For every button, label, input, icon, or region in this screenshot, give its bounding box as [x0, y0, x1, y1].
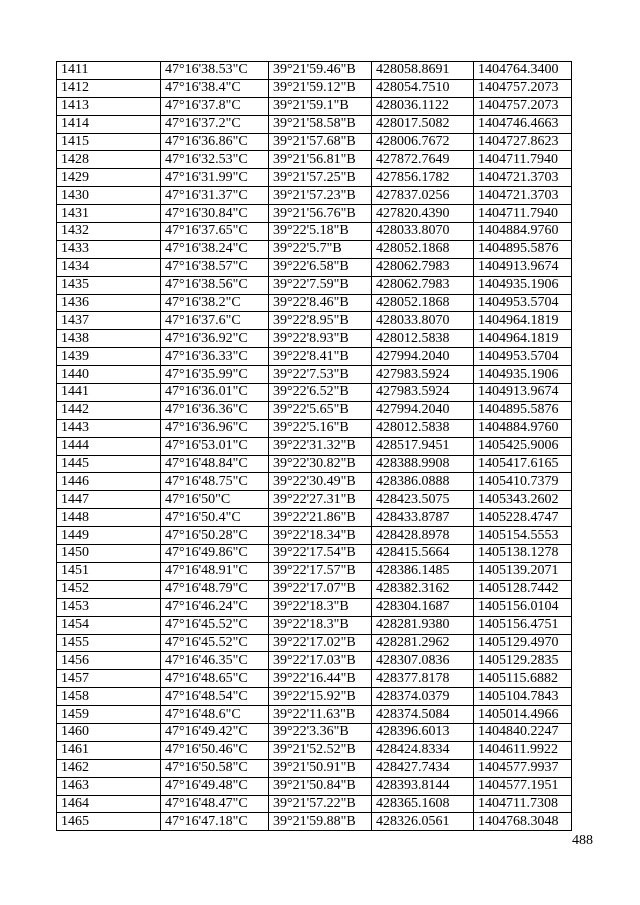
table-row — [57, 813, 572, 831]
longitude-cell: 39°22'6.58"В — [269, 258, 372, 276]
latitude-cell: 47°16'48.47"С — [161, 795, 269, 813]
point-number-cell: 1433 — [57, 240, 161, 258]
table-row — [57, 348, 572, 366]
point-number-cell: 1448 — [57, 509, 161, 527]
point-number-cell: 1464 — [57, 795, 161, 813]
y-coordinate-cell: 1404711.7308 — [474, 795, 572, 813]
point-number-cell: 1437 — [57, 312, 161, 330]
point-number-cell: 1435 — [57, 276, 161, 294]
longitude-cell: 39°21'59.12"В — [269, 79, 372, 97]
y-coordinate-cell: 1404840.2247 — [474, 723, 572, 741]
longitude-cell: 39°22'8.93"В — [269, 330, 372, 348]
x-coordinate-cell: 428281.2962 — [372, 634, 474, 652]
table-row — [57, 62, 572, 80]
y-coordinate-cell: 1405129.2835 — [474, 652, 572, 670]
latitude-cell: 47°16'38.4"С — [161, 79, 269, 97]
table-row — [57, 759, 572, 777]
x-coordinate-cell: 428036.1122 — [372, 97, 474, 115]
longitude-cell: 39°21'52.52"В — [269, 741, 372, 759]
latitude-cell: 47°16'30.84"С — [161, 205, 269, 223]
point-number-cell: 1436 — [57, 294, 161, 312]
point-number-cell: 1454 — [57, 616, 161, 634]
longitude-cell: 39°21'57.22"В — [269, 795, 372, 813]
x-coordinate-cell: 428382.3162 — [372, 580, 474, 598]
longitude-cell: 39°22'15.92"В — [269, 688, 372, 706]
latitude-cell: 47°16'38.24"С — [161, 240, 269, 258]
y-coordinate-cell: 1404953.5704 — [474, 294, 572, 312]
table-row — [57, 598, 572, 616]
x-coordinate-cell: 428307.0836 — [372, 652, 474, 670]
y-coordinate-cell: 1405129.4970 — [474, 634, 572, 652]
table-row — [57, 437, 572, 455]
longitude-cell: 39°21'59.1"В — [269, 97, 372, 115]
point-number-cell: 1456 — [57, 652, 161, 670]
x-coordinate-cell: 428377.8178 — [372, 670, 474, 688]
longitude-cell: 39°21'59.46"В — [269, 62, 372, 80]
table-row — [57, 473, 572, 491]
latitude-cell: 47°16'46.24"С — [161, 598, 269, 616]
point-number-cell: 1432 — [57, 223, 161, 241]
point-number-cell: 1460 — [57, 723, 161, 741]
latitude-cell: 47°16'32.53"С — [161, 151, 269, 169]
x-coordinate-cell: 428012.5838 — [372, 330, 474, 348]
table-row — [57, 240, 572, 258]
point-number-cell: 1440 — [57, 366, 161, 384]
y-coordinate-cell: 1404721.3703 — [474, 169, 572, 187]
latitude-cell: 47°16'50.4"С — [161, 509, 269, 527]
x-coordinate-cell: 428424.8334 — [372, 741, 474, 759]
x-coordinate-cell: 427994.2040 — [372, 348, 474, 366]
point-number-cell: 1455 — [57, 634, 161, 652]
y-coordinate-cell: 1405156.0104 — [474, 598, 572, 616]
longitude-cell: 39°22'18.34"В — [269, 527, 372, 545]
y-coordinate-cell: 1405014.4966 — [474, 706, 572, 724]
page-number: 488 — [572, 833, 593, 848]
x-coordinate-cell: 428396.6013 — [372, 723, 474, 741]
y-coordinate-cell: 1404711.7940 — [474, 205, 572, 223]
longitude-cell: 39°22'6.52"В — [269, 384, 372, 402]
longitude-cell: 39°21'57.68"В — [269, 133, 372, 151]
longitude-cell: 39°22'17.02"В — [269, 634, 372, 652]
y-coordinate-cell: 1404727.8623 — [474, 133, 572, 151]
longitude-cell: 39°22'17.03"В — [269, 652, 372, 670]
point-number-cell: 1439 — [57, 348, 161, 366]
latitude-cell: 47°16'53.01"С — [161, 437, 269, 455]
longitude-cell: 39°22'8.41"В — [269, 348, 372, 366]
latitude-cell: 47°16'38.56"С — [161, 276, 269, 294]
table-row — [57, 205, 572, 223]
y-coordinate-cell: 1405156.4751 — [474, 616, 572, 634]
x-coordinate-cell: 427983.5924 — [372, 366, 474, 384]
table-row — [57, 634, 572, 652]
latitude-cell: 47°16'38.2"С — [161, 294, 269, 312]
latitude-cell: 47°16'36.33"С — [161, 348, 269, 366]
table-row — [57, 545, 572, 563]
y-coordinate-cell: 1405115.6882 — [474, 670, 572, 688]
table-row — [57, 741, 572, 759]
y-coordinate-cell: 1404964.1819 — [474, 330, 572, 348]
longitude-cell: 39°22'8.95"В — [269, 312, 372, 330]
longitude-cell: 39°22'8.46"В — [269, 294, 372, 312]
point-number-cell: 1442 — [57, 401, 161, 419]
x-coordinate-cell: 427820.4390 — [372, 205, 474, 223]
y-coordinate-cell: 1404964.1819 — [474, 312, 572, 330]
latitude-cell: 47°16'36.92"С — [161, 330, 269, 348]
table-row — [57, 616, 572, 634]
y-coordinate-cell: 1404768.3048 — [474, 813, 572, 831]
y-coordinate-cell: 1404764.3400 — [474, 62, 572, 80]
point-number-cell: 1447 — [57, 491, 161, 509]
x-coordinate-cell: 428326.0561 — [372, 813, 474, 831]
table-row — [57, 455, 572, 473]
table-row — [57, 169, 572, 187]
point-number-cell: 1461 — [57, 741, 161, 759]
table-row — [57, 688, 572, 706]
latitude-cell: 47°16'50"С — [161, 491, 269, 509]
latitude-cell: 47°16'48.75"С — [161, 473, 269, 491]
point-number-cell: 1458 — [57, 688, 161, 706]
latitude-cell: 47°16'38.57"С — [161, 258, 269, 276]
x-coordinate-cell: 428062.7983 — [372, 258, 474, 276]
latitude-cell: 47°16'36.86"С — [161, 133, 269, 151]
point-number-cell: 1430 — [57, 187, 161, 205]
latitude-cell: 47°16'31.37"С — [161, 187, 269, 205]
x-coordinate-cell: 428281.9380 — [372, 616, 474, 634]
latitude-cell: 47°16'48.84"С — [161, 455, 269, 473]
point-number-cell: 1445 — [57, 455, 161, 473]
x-coordinate-cell: 428517.9451 — [372, 437, 474, 455]
y-coordinate-cell: 1404913.9674 — [474, 384, 572, 402]
point-number-cell: 1453 — [57, 598, 161, 616]
latitude-cell: 47°16'36.01"С — [161, 384, 269, 402]
x-coordinate-cell: 428058.8691 — [372, 62, 474, 80]
table-row — [57, 384, 572, 402]
x-coordinate-cell: 428052.1868 — [372, 294, 474, 312]
x-coordinate-cell: 428054.7510 — [372, 79, 474, 97]
table-row — [57, 330, 572, 348]
table-row — [57, 777, 572, 795]
y-coordinate-cell: 1404611.9922 — [474, 741, 572, 759]
y-coordinate-cell: 1404577.9937 — [474, 759, 572, 777]
x-coordinate-cell: 428428.8978 — [372, 527, 474, 545]
y-coordinate-cell: 1404711.7940 — [474, 151, 572, 169]
y-coordinate-cell: 1405228.4747 — [474, 509, 572, 527]
coordinates-table-body — [57, 62, 572, 831]
latitude-cell: 47°16'48.54"С — [161, 688, 269, 706]
point-number-cell: 1449 — [57, 527, 161, 545]
table-row — [57, 723, 572, 741]
y-coordinate-cell: 1404935.1906 — [474, 276, 572, 294]
y-coordinate-cell: 1404913.9674 — [474, 258, 572, 276]
point-number-cell: 1451 — [57, 562, 161, 580]
x-coordinate-cell: 427983.5924 — [372, 384, 474, 402]
x-coordinate-cell: 428017.5082 — [372, 115, 474, 133]
table-row — [57, 527, 572, 545]
table-row — [57, 258, 572, 276]
x-coordinate-cell: 428423.5075 — [372, 491, 474, 509]
longitude-cell: 39°21'59.88"В — [269, 813, 372, 831]
longitude-cell: 39°22'27.31"В — [269, 491, 372, 509]
point-number-cell: 1463 — [57, 777, 161, 795]
y-coordinate-cell: 1404895.5876 — [474, 240, 572, 258]
x-coordinate-cell: 428415.5664 — [372, 545, 474, 563]
longitude-cell: 39°22'17.07"В — [269, 580, 372, 598]
latitude-cell: 47°16'48.79"С — [161, 580, 269, 598]
coordinates-table — [56, 61, 572, 831]
latitude-cell: 47°16'46.35"С — [161, 652, 269, 670]
longitude-cell: 39°22'7.59"В — [269, 276, 372, 294]
longitude-cell: 39°22'30.49"В — [269, 473, 372, 491]
y-coordinate-cell: 1405154.5553 — [474, 527, 572, 545]
x-coordinate-cell: 428052.1868 — [372, 240, 474, 258]
y-coordinate-cell: 1404895.5876 — [474, 401, 572, 419]
table-row — [57, 652, 572, 670]
x-coordinate-cell: 428006.7672 — [372, 133, 474, 151]
table-row — [57, 419, 572, 437]
table-row — [57, 366, 572, 384]
table-row — [57, 312, 572, 330]
latitude-cell: 47°16'37.65"С — [161, 223, 269, 241]
x-coordinate-cell: 428386.0888 — [372, 473, 474, 491]
x-coordinate-cell: 427994.2040 — [372, 401, 474, 419]
longitude-cell: 39°22'17.54"В — [269, 545, 372, 563]
x-coordinate-cell: 428393.8144 — [372, 777, 474, 795]
x-coordinate-cell: 428365.1608 — [372, 795, 474, 813]
longitude-cell: 39°21'56.81"В — [269, 151, 372, 169]
table-row — [57, 509, 572, 527]
x-coordinate-cell: 427872.7649 — [372, 151, 474, 169]
longitude-cell: 39°22'7.53"В — [269, 366, 372, 384]
latitude-cell: 47°16'50.58"С — [161, 759, 269, 777]
latitude-cell: 47°16'45.52"С — [161, 634, 269, 652]
y-coordinate-cell: 1404721.3703 — [474, 187, 572, 205]
latitude-cell: 47°16'36.36"С — [161, 401, 269, 419]
latitude-cell: 47°16'31.99"С — [161, 169, 269, 187]
table-row — [57, 795, 572, 813]
table-row — [57, 79, 572, 97]
latitude-cell: 47°16'35.99"С — [161, 366, 269, 384]
table-row — [57, 133, 572, 151]
longitude-cell: 39°22'11.63"В — [269, 706, 372, 724]
table-row — [57, 223, 572, 241]
point-number-cell: 1457 — [57, 670, 161, 688]
table-row — [57, 491, 572, 509]
point-number-cell: 1414 — [57, 115, 161, 133]
point-number-cell: 1462 — [57, 759, 161, 777]
y-coordinate-cell: 1405343.2602 — [474, 491, 572, 509]
latitude-cell: 47°16'49.42"С — [161, 723, 269, 741]
table-row — [57, 151, 572, 169]
latitude-cell: 47°16'37.8"С — [161, 97, 269, 115]
longitude-cell: 39°22'3.36"В — [269, 723, 372, 741]
latitude-cell: 47°16'45.52"С — [161, 616, 269, 634]
latitude-cell: 47°16'36.96"С — [161, 419, 269, 437]
longitude-cell: 39°22'5.7"В — [269, 240, 372, 258]
x-coordinate-cell: 428388.9908 — [372, 455, 474, 473]
point-number-cell: 1441 — [57, 384, 161, 402]
x-coordinate-cell: 428012.5838 — [372, 419, 474, 437]
y-coordinate-cell: 1405425.9006 — [474, 437, 572, 455]
latitude-cell: 47°16'38.53"С — [161, 62, 269, 80]
longitude-cell: 39°22'5.18"В — [269, 223, 372, 241]
x-coordinate-cell: 428433.8787 — [372, 509, 474, 527]
table-row — [57, 115, 572, 133]
table-row — [57, 562, 572, 580]
y-coordinate-cell: 1405138.1278 — [474, 545, 572, 563]
y-coordinate-cell: 1404884.9760 — [474, 419, 572, 437]
y-coordinate-cell: 1404577.1951 — [474, 777, 572, 795]
longitude-cell: 39°22'18.3"В — [269, 616, 372, 634]
longitude-cell: 39°22'21.86"В — [269, 509, 372, 527]
y-coordinate-cell: 1404884.9760 — [474, 223, 572, 241]
y-coordinate-cell: 1405410.7379 — [474, 473, 572, 491]
table-row — [57, 294, 572, 312]
y-coordinate-cell: 1404746.4663 — [474, 115, 572, 133]
latitude-cell: 47°16'37.2"С — [161, 115, 269, 133]
longitude-cell: 39°22'31.32"В — [269, 437, 372, 455]
longitude-cell: 39°22'5.16"В — [269, 419, 372, 437]
x-coordinate-cell: 428427.7434 — [372, 759, 474, 777]
latitude-cell: 47°16'50.46"С — [161, 741, 269, 759]
longitude-cell: 39°21'56.76"В — [269, 205, 372, 223]
x-coordinate-cell: 428374.5084 — [372, 706, 474, 724]
point-number-cell: 1431 — [57, 205, 161, 223]
latitude-cell: 47°16'48.6"С — [161, 706, 269, 724]
latitude-cell: 47°16'49.48"С — [161, 777, 269, 795]
point-number-cell: 1413 — [57, 97, 161, 115]
y-coordinate-cell: 1404935.1906 — [474, 366, 572, 384]
table-row — [57, 706, 572, 724]
longitude-cell: 39°22'18.3"В — [269, 598, 372, 616]
x-coordinate-cell: 427837.0256 — [372, 187, 474, 205]
point-number-cell: 1438 — [57, 330, 161, 348]
point-number-cell: 1465 — [57, 813, 161, 831]
latitude-cell: 47°16'48.65"С — [161, 670, 269, 688]
table-row — [57, 670, 572, 688]
x-coordinate-cell: 428062.7983 — [372, 276, 474, 294]
x-coordinate-cell: 428386.1485 — [372, 562, 474, 580]
point-number-cell: 1452 — [57, 580, 161, 598]
table-row — [57, 97, 572, 115]
table-row — [57, 276, 572, 294]
x-coordinate-cell: 428033.8070 — [372, 223, 474, 241]
latitude-cell: 47°16'48.91"С — [161, 562, 269, 580]
x-coordinate-cell: 428304.1687 — [372, 598, 474, 616]
y-coordinate-cell: 1405104.7843 — [474, 688, 572, 706]
point-number-cell: 1444 — [57, 437, 161, 455]
latitude-cell: 47°16'50.28"С — [161, 527, 269, 545]
longitude-cell: 39°22'17.57"В — [269, 562, 372, 580]
point-number-cell: 1428 — [57, 151, 161, 169]
latitude-cell: 47°16'49.86"С — [161, 545, 269, 563]
longitude-cell: 39°21'50.84"В — [269, 777, 372, 795]
y-coordinate-cell: 1405139.2071 — [474, 562, 572, 580]
longitude-cell: 39°21'57.25"В — [269, 169, 372, 187]
y-coordinate-cell: 1404757.2073 — [474, 97, 572, 115]
latitude-cell: 47°16'47.18"С — [161, 813, 269, 831]
point-number-cell: 1446 — [57, 473, 161, 491]
point-number-cell: 1411 — [57, 62, 161, 80]
point-number-cell: 1412 — [57, 79, 161, 97]
longitude-cell: 39°21'57.23"В — [269, 187, 372, 205]
latitude-cell: 47°16'37.6"С — [161, 312, 269, 330]
point-number-cell: 1415 — [57, 133, 161, 151]
longitude-cell: 39°21'58.58"В — [269, 115, 372, 133]
point-number-cell: 1459 — [57, 706, 161, 724]
x-coordinate-cell: 428374.0379 — [372, 688, 474, 706]
point-number-cell: 1434 — [57, 258, 161, 276]
y-coordinate-cell: 1405128.7442 — [474, 580, 572, 598]
y-coordinate-cell: 1404953.5704 — [474, 348, 572, 366]
point-number-cell: 1443 — [57, 419, 161, 437]
point-number-cell: 1450 — [57, 545, 161, 563]
y-coordinate-cell: 1404757.2073 — [474, 79, 572, 97]
longitude-cell: 39°22'5.65"В — [269, 401, 372, 419]
x-coordinate-cell: 427856.1782 — [372, 169, 474, 187]
table-row — [57, 580, 572, 598]
point-number-cell: 1429 — [57, 169, 161, 187]
table-row — [57, 401, 572, 419]
y-coordinate-cell: 1405417.6165 — [474, 455, 572, 473]
longitude-cell: 39°21'50.91"В — [269, 759, 372, 777]
x-coordinate-cell: 428033.8070 — [372, 312, 474, 330]
longitude-cell: 39°22'16.44"В — [269, 670, 372, 688]
table-row — [57, 187, 572, 205]
longitude-cell: 39°22'30.82"В — [269, 455, 372, 473]
